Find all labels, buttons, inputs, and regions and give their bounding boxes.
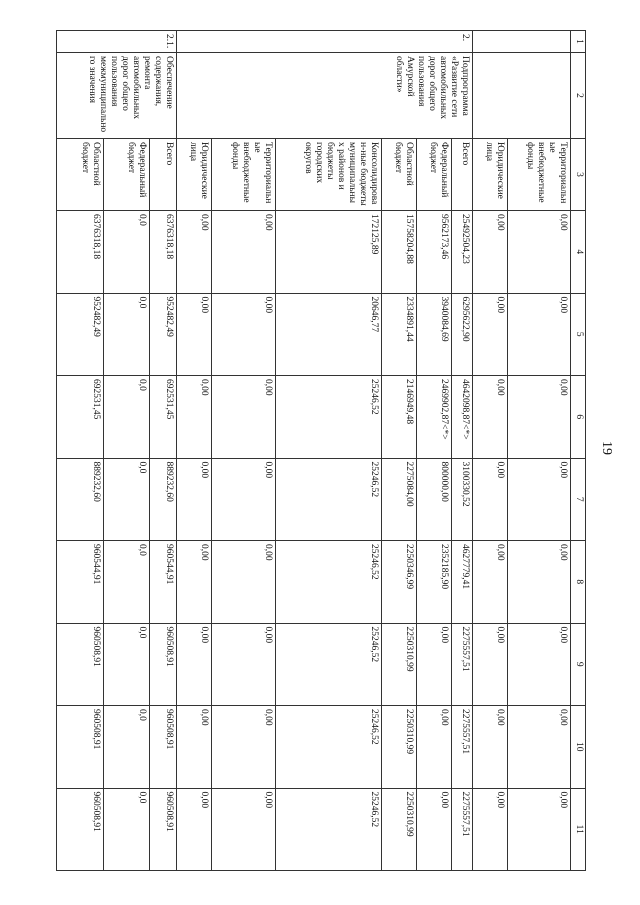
amount-cell: 2334891,44 xyxy=(382,293,417,376)
amount-cell: 2275557,51 xyxy=(451,788,472,871)
amount-cell: 0,00 xyxy=(507,788,570,871)
funding-source: Территориальные внебюджетные фонды xyxy=(212,139,275,211)
amount-cell: 889232,60 xyxy=(57,458,104,541)
amount-cell: 2352185,90 xyxy=(416,541,451,624)
section-name: Подпрограмма «Развитие сети автомобильных дорог общего пользования Амурской области» xyxy=(177,53,472,139)
amount-cell: 960508,91 xyxy=(149,706,177,789)
amount-cell: 960508,91 xyxy=(149,788,177,871)
amount-cell: 20646,77 xyxy=(275,293,381,376)
amount-cell: 960508,91 xyxy=(57,788,104,871)
amount-cell: 4642098,87<*> xyxy=(451,376,472,459)
amount-cell: 2250310,99 xyxy=(382,706,417,789)
amount-cell: 0,0 xyxy=(103,623,149,706)
amount-cell: 0,0 xyxy=(103,458,149,541)
column-header: 8 xyxy=(571,541,586,624)
amount-cell: 2250346,99 xyxy=(382,541,417,624)
table-row xyxy=(103,31,149,871)
amount-cell: 0,00 xyxy=(472,293,507,376)
amount-cell: 2146949,48 xyxy=(382,376,417,459)
page-number: 19 xyxy=(599,441,614,455)
funding-source: Консолидирован-ные бюджеты муниципальных районов и бюджеты городских округов xyxy=(275,139,381,211)
amount-cell: 4627779,41 xyxy=(451,541,472,624)
table-row xyxy=(212,31,275,871)
amount-cell: 0,00 xyxy=(212,541,275,624)
amount-cell: 0,00 xyxy=(472,788,507,871)
amount-cell: 0,00 xyxy=(472,623,507,706)
amount-cell: 960508,91 xyxy=(57,623,104,706)
amount-cell: 25492504,23 xyxy=(451,211,472,294)
amount-cell: 0,00 xyxy=(212,623,275,706)
funding-source: Юридические лица xyxy=(177,139,212,211)
amount-cell: 9562173,46 xyxy=(416,211,451,294)
table-row xyxy=(472,31,507,871)
amount-cell: 0,00 xyxy=(212,706,275,789)
column-header: 10 xyxy=(571,706,586,789)
amount-cell: 0,00 xyxy=(507,706,570,789)
amount-cell: 0,00 xyxy=(507,458,570,541)
section-name: Обеспечение содержания, ремонта автомобильных дорог общего пользования межмуниципального значения xyxy=(57,53,177,139)
amount-cell: 0,00 xyxy=(416,623,451,706)
table-row xyxy=(416,31,451,871)
amount-cell: 0,00 xyxy=(177,293,212,376)
amount-cell: 800000,00 xyxy=(416,458,451,541)
amount-cell: 25246,52 xyxy=(275,541,381,624)
amount-cell: 0,00 xyxy=(212,458,275,541)
amount-cell: 889232,60 xyxy=(149,458,177,541)
amount-cell: 2275557,51 xyxy=(451,706,472,789)
column-header: 5 xyxy=(571,293,586,376)
table-row xyxy=(149,31,177,871)
column-header: 4 xyxy=(571,211,586,294)
amount-cell: 2250310,99 xyxy=(382,623,417,706)
funding-source: Федеральный бюджет xyxy=(103,139,149,211)
amount-cell: 960508,91 xyxy=(57,706,104,789)
amount-cell: 0,00 xyxy=(472,211,507,294)
amount-cell: 0,00 xyxy=(212,293,275,376)
amount-cell: 0,0 xyxy=(103,706,149,789)
amount-cell: 692531,45 xyxy=(57,376,104,459)
amount-cell: 172125,89 xyxy=(275,211,381,294)
budget-table xyxy=(56,30,586,871)
table-row xyxy=(177,31,212,871)
amount-cell: 692531,45 xyxy=(149,376,177,459)
section-number xyxy=(472,31,570,53)
funding-source: Областной бюджет xyxy=(382,139,417,211)
amount-cell: 0,00 xyxy=(177,458,212,541)
amount-cell: 952482,49 xyxy=(57,293,104,376)
amount-cell: 25246,52 xyxy=(275,706,381,789)
table-row xyxy=(451,31,472,871)
section-number: 2.1. xyxy=(57,31,177,53)
amount-cell: 960508,91 xyxy=(149,623,177,706)
column-header: 11 xyxy=(571,788,586,871)
table-row xyxy=(382,31,417,871)
budget-table-wrapper xyxy=(56,30,586,870)
funding-source: Областной бюджет xyxy=(57,139,104,211)
amount-cell: 0,00 xyxy=(212,376,275,459)
amount-cell: 6376318,18 xyxy=(149,211,177,294)
funding-source: Юридические лица xyxy=(472,139,507,211)
amount-cell: 0,00 xyxy=(212,211,275,294)
amount-cell: 25246,52 xyxy=(275,788,381,871)
amount-cell: 0,00 xyxy=(177,788,212,871)
amount-cell: 0,0 xyxy=(103,293,149,376)
column-header: 9 xyxy=(571,623,586,706)
amount-cell: 3940084,69 xyxy=(416,293,451,376)
amount-cell: 0,00 xyxy=(507,623,570,706)
amount-cell: 0,00 xyxy=(177,623,212,706)
amount-cell: 0,00 xyxy=(507,541,570,624)
amount-cell: 0,00 xyxy=(472,376,507,459)
table-row xyxy=(57,31,104,871)
amount-cell: 2250310,99 xyxy=(382,788,417,871)
amount-cell: 6295622,90 xyxy=(451,293,472,376)
amount-cell: 0,00 xyxy=(212,788,275,871)
funding-source: Федеральный бюджет xyxy=(416,139,451,211)
amount-cell: 0,00 xyxy=(177,211,212,294)
amount-cell: 0,00 xyxy=(177,541,212,624)
amount-cell: 0,00 xyxy=(472,541,507,624)
table-row xyxy=(275,31,381,871)
amount-cell: 2275557,51 xyxy=(451,623,472,706)
amount-cell: 6376318,18 xyxy=(57,211,104,294)
amount-cell: 25246,52 xyxy=(275,376,381,459)
column-header: 3 xyxy=(571,139,586,211)
amount-cell: 3100330,52 xyxy=(451,458,472,541)
amount-cell: 15758204,88 xyxy=(382,211,417,294)
amount-cell: 0,00 xyxy=(177,706,212,789)
funding-source: Всего xyxy=(451,139,472,211)
amount-cell: 0,0 xyxy=(103,211,149,294)
amount-cell: 960544,91 xyxy=(57,541,104,624)
amount-cell: 0,00 xyxy=(507,211,570,294)
amount-cell: 0,00 xyxy=(416,706,451,789)
funding-source: Всего xyxy=(149,139,177,211)
amount-cell: 952482,49 xyxy=(149,293,177,376)
amount-cell: 0,00 xyxy=(416,788,451,871)
amount-cell: 0,00 xyxy=(472,458,507,541)
amount-cell: 0,00 xyxy=(507,293,570,376)
table-row xyxy=(507,31,570,871)
amount-cell: 2469902,87<*> xyxy=(416,376,451,459)
column-header: 1 xyxy=(571,31,586,53)
amount-cell: 960544,91 xyxy=(149,541,177,624)
amount-cell: 0,0 xyxy=(103,541,149,624)
column-header: 7 xyxy=(571,458,586,541)
section-number: 2. xyxy=(177,31,472,53)
column-number-row xyxy=(571,31,586,871)
amount-cell: 0,0 xyxy=(103,788,149,871)
column-header: 2 xyxy=(571,53,586,139)
amount-cell: 0,0 xyxy=(103,376,149,459)
amount-cell: 25246,52 xyxy=(275,458,381,541)
column-header: 6 xyxy=(571,376,586,459)
amount-cell: 0,00 xyxy=(507,376,570,459)
section-name xyxy=(472,53,570,139)
amount-cell: 0,00 xyxy=(472,706,507,789)
amount-cell: 2275084,00 xyxy=(382,458,417,541)
amount-cell: 0,00 xyxy=(177,376,212,459)
amount-cell: 25246,52 xyxy=(275,623,381,706)
funding-source: Территориальные внебюджетные фонды xyxy=(507,139,570,211)
table-body xyxy=(57,31,571,871)
